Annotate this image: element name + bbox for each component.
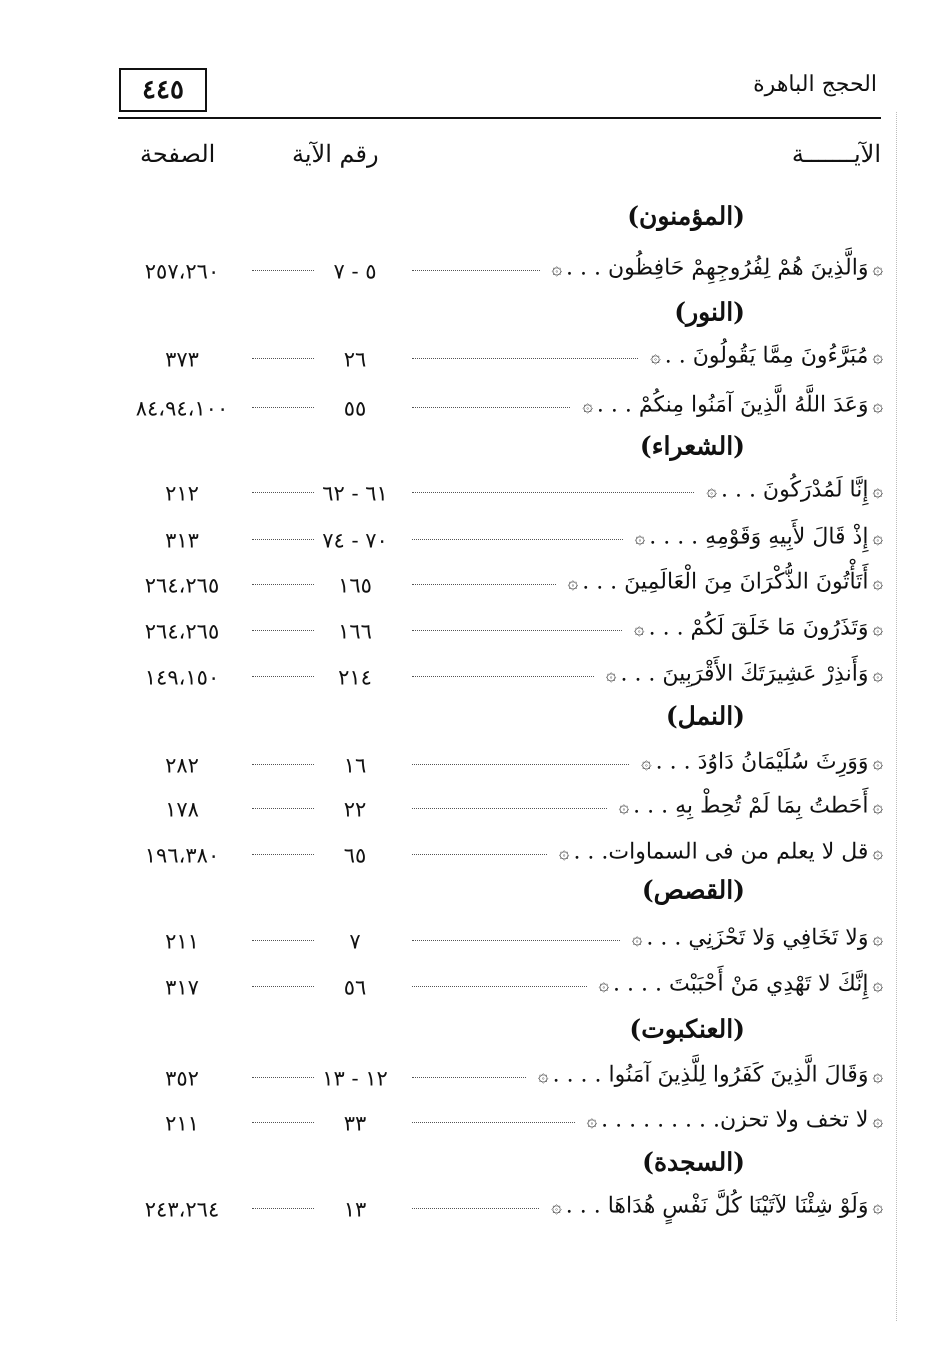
verse-quote: مُبَرَّءُونَ مِمَّا يَقُولُونَ . . xyxy=(664,343,869,369)
dot-leader xyxy=(412,1122,575,1123)
verse-number: ٢٦ xyxy=(343,347,367,372)
ornament-open-icon: ۞ xyxy=(872,346,883,368)
surah-heading: (العنكبوت) xyxy=(629,1014,745,1044)
verse-quote: وَلا تَخَافِي وَلا تَحْزَنِي . . . xyxy=(646,925,869,951)
verse-text xyxy=(548,256,888,281)
verse-quote: وَوَرِثَ سُلَيْمَانُ دَاوُدَ . . . xyxy=(655,749,869,775)
ornament-close-icon: ۞ xyxy=(551,258,563,280)
ornament-close-icon: ۞ xyxy=(634,618,645,640)
verse-number: ١٦٦ xyxy=(338,619,372,644)
ornament-open-icon: ۞ xyxy=(872,1065,883,1087)
margin-line xyxy=(896,112,897,1321)
verse-text xyxy=(555,840,887,865)
verse-quote: إِنَّكَ لا تَهْدِي مَنْ أَحْبَبْتَ . . . . xyxy=(613,971,869,997)
dot-leader xyxy=(412,986,587,987)
verse-quote: إِنَّا لَمُدْرَكُونَ . . . xyxy=(720,477,869,503)
dot-leader xyxy=(252,808,314,809)
page-references: ٣٧٣ xyxy=(165,347,199,372)
verse-text xyxy=(637,750,887,775)
dot-leader xyxy=(252,492,314,493)
verse-quote: وَعَدَ اللَّهُ الَّذِينَ آمَنُوا مِنكُمْ . . . xyxy=(596,392,869,418)
book-title: الحجج الباهرة xyxy=(753,72,877,97)
surah-heading: (النور) xyxy=(674,297,745,327)
verse-text xyxy=(534,1063,887,1088)
ornament-open-icon: ۞ xyxy=(872,572,883,594)
ornament-open-icon: ۞ xyxy=(872,796,883,818)
ornament-close-icon: ۞ xyxy=(605,664,617,686)
page-references: ٢٥٧،٢٦٠ xyxy=(144,259,220,284)
dot-leader xyxy=(412,584,556,585)
verse-number: ٢١٤ xyxy=(338,665,372,690)
ornament-close-icon: ۞ xyxy=(706,480,717,502)
dot-leader xyxy=(252,407,314,408)
verse-text xyxy=(578,393,887,418)
ornament-open-icon: ۞ xyxy=(872,974,883,996)
verse-text xyxy=(702,478,887,503)
column-header-page: الصفحة xyxy=(140,140,216,168)
verse-number: ٣٣ xyxy=(343,1111,367,1136)
ornament-open-icon: ۞ xyxy=(872,842,883,864)
dot-leader xyxy=(412,1208,539,1209)
ornament-close-icon: ۞ xyxy=(631,928,643,950)
surah-heading: (المؤمنون) xyxy=(627,201,745,231)
ornament-open-icon: ۞ xyxy=(872,480,883,502)
ornament-close-icon: ۞ xyxy=(586,1110,598,1132)
dot-leader xyxy=(252,1208,314,1209)
verse-number: ٥ - ٧ xyxy=(333,259,377,284)
verse-number: ٧ xyxy=(349,929,361,954)
verse-number: ٥٦ xyxy=(343,975,367,1000)
header-rule xyxy=(118,117,881,119)
dot-leader xyxy=(412,358,638,359)
dot-leader xyxy=(252,940,314,941)
page-references: ٢٤٣،٢٦٤ xyxy=(144,1197,220,1222)
verse-number: ٦١ - ٦٢ xyxy=(322,481,388,506)
surah-heading: (الشعراء) xyxy=(639,431,745,461)
verse-quote: وَتَذَرُونَ مَا خَلَقَ لَكُمْ . . . xyxy=(648,615,869,641)
dot-leader xyxy=(412,808,607,809)
verse-quote: أَحَطتُ بِمَا لَمْ تُحِطْ بِهِ . . . xyxy=(633,793,869,819)
page-references: ٢٨٢ xyxy=(165,753,199,778)
verse-text xyxy=(646,344,887,369)
ornament-close-icon: ۞ xyxy=(650,346,661,368)
ornament-close-icon: ۞ xyxy=(641,752,652,774)
verse-number: ١٢ - ١٣ xyxy=(322,1066,388,1091)
dot-leader xyxy=(412,940,620,941)
verse-text xyxy=(631,525,887,550)
verse-text xyxy=(615,794,887,819)
dot-leader xyxy=(252,764,314,765)
surah-heading: (السجدة) xyxy=(642,1147,745,1177)
page-references: ٢٦٤،٢٦٥ xyxy=(144,573,220,598)
ornament-close-icon: ۞ xyxy=(551,1196,562,1218)
ornament-open-icon: ۞ xyxy=(872,258,883,280)
verse-number: ٥٥ xyxy=(343,396,367,421)
verse-number: ١٣ xyxy=(343,1197,367,1222)
page-references: ٢٦٤،٢٦٥ xyxy=(144,619,220,644)
column-header-verse-number: رقم الآية xyxy=(292,140,379,168)
column-header-verse: الآيـــــــة xyxy=(791,140,881,168)
verse-text xyxy=(595,972,888,997)
dot-leader xyxy=(412,630,622,631)
dot-leader xyxy=(252,986,314,987)
ornament-open-icon: ۞ xyxy=(872,527,883,549)
verse-number: ١٦٥ xyxy=(338,573,372,598)
page-references: ٢١١ xyxy=(165,929,199,954)
dot-leader xyxy=(412,270,540,271)
verse-text xyxy=(602,662,887,687)
ornament-close-icon: ۞ xyxy=(567,572,579,594)
ornament-close-icon: ۞ xyxy=(598,974,610,996)
dot-leader xyxy=(252,1077,314,1078)
ornament-close-icon: ۞ xyxy=(634,527,646,549)
page-references: ١٤٩،١٥٠ xyxy=(144,665,220,690)
ornament-open-icon: ۞ xyxy=(872,1196,883,1218)
surah-heading: (القصص) xyxy=(641,875,745,905)
verse-quote: وَقَالَ الَّذِينَ كَفَرُوا لِلَّذِينَ آمَنُوا . . . . xyxy=(552,1062,869,1088)
dot-leader xyxy=(252,1122,314,1123)
dot-leader xyxy=(252,358,314,359)
ornament-close-icon: ۞ xyxy=(618,796,630,818)
dot-leader xyxy=(412,492,694,493)
dot-leader xyxy=(252,676,314,677)
dot-leader xyxy=(412,539,623,540)
dot-leader xyxy=(252,854,314,855)
verse-number: ٧٠ - ٧٤ xyxy=(322,528,388,553)
verse-text xyxy=(547,1194,887,1219)
dot-leader xyxy=(252,539,314,540)
verse-quote: إِذْ قَالَ لأَبِيهِ وَقَوْمِهِ . . . . xyxy=(649,524,869,550)
page-references: ٣١٣ xyxy=(165,528,199,553)
verse-number: ١٦ xyxy=(343,753,367,778)
dot-leader xyxy=(412,854,547,855)
ornament-close-icon: ۞ xyxy=(558,842,570,864)
verse-text xyxy=(564,570,887,595)
dot-leader xyxy=(252,630,314,631)
page-references: ٨٤،٩٤،١٠٠ xyxy=(135,396,229,421)
verse-quote: وَأَنذِرْ عَشِيرَتَكَ الأَقْرَبِينَ . . . xyxy=(620,661,869,687)
dot-leader xyxy=(412,764,629,765)
verse-number: ٢٢ xyxy=(343,797,367,822)
verse-text xyxy=(583,1108,887,1133)
ornament-open-icon: ۞ xyxy=(872,1110,883,1132)
page-number: ٤٤٥ xyxy=(119,68,207,112)
page-references: ٣٥٢ xyxy=(165,1066,199,1091)
verse-text xyxy=(628,926,887,951)
ornament-close-icon: ۞ xyxy=(538,1065,549,1087)
dot-leader xyxy=(412,676,594,677)
ornament-open-icon: ۞ xyxy=(872,752,883,774)
ornament-open-icon: ۞ xyxy=(872,664,883,686)
ornament-open-icon: ۞ xyxy=(872,618,883,640)
page-references: ٢١٢ xyxy=(165,481,199,506)
ornament-open-icon: ۞ xyxy=(872,928,883,950)
dot-leader xyxy=(252,270,314,271)
verse-quote: أَتَأْتُونَ الذُّكْرَانَ مِنَ الْعَالَمِينَ . . . xyxy=(582,569,869,595)
verse-number: ٦٥ xyxy=(343,843,367,868)
surah-heading: (النمل) xyxy=(665,701,745,731)
dot-leader xyxy=(412,407,570,408)
verse-text xyxy=(630,616,887,641)
dot-leader xyxy=(412,1077,526,1078)
page-references: ٣١٧ xyxy=(165,975,199,1000)
page-references: ٢١١ xyxy=(165,1111,199,1136)
verse-quote: قل لا يعلم من فى السماوات. . . xyxy=(573,839,869,865)
ornament-open-icon: ۞ xyxy=(872,395,883,417)
page-references: ١٩٦،٣٨٠ xyxy=(144,843,220,868)
verse-quote: وَالَّذِينَ هُمْ لِفُرُوجِهِمْ حَافِظُون . . . xyxy=(566,255,869,281)
ornament-close-icon: ۞ xyxy=(582,395,593,417)
dot-leader xyxy=(252,584,314,585)
verse-quote: وَلَوْ شِئْنَا لآتَيْنَا كُلَّ نَفْسٍ هُدَاهَا . . . xyxy=(565,1193,869,1219)
page-references: ١٧٨ xyxy=(165,797,199,822)
verse-quote: لا تخف ولا تحزن. . . . . . . . . xyxy=(601,1107,869,1133)
